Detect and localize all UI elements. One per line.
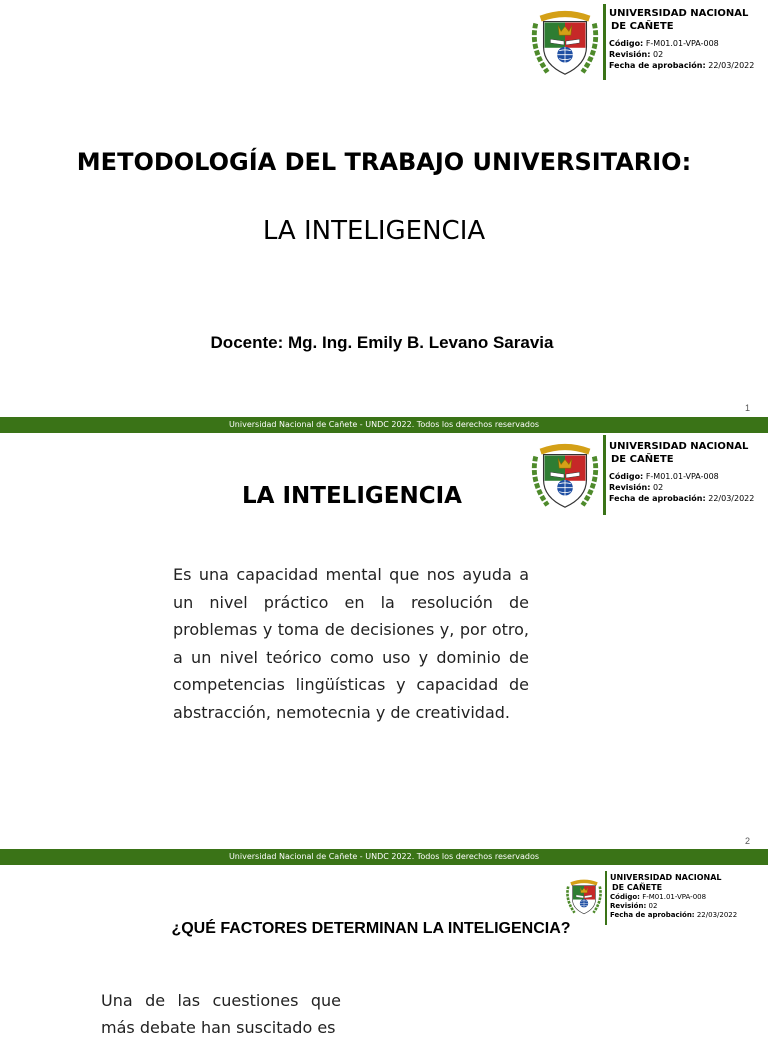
header-approval: Fecha de aprobación: 22/03/2022 [610,911,738,919]
slide-2-body: Es una capacidad mental que nos ayuda a un nivel práctico en la resolución de problemas y toma de decisiones y, por otro, a un nivel teórico como uso y dominio de competencias lingüísticas y capacidad de abstracción, nemotecnia y de creatividad. [173,565,529,722]
header-approval: Fecha de aprobación: 22/03/2022 [609,494,755,503]
header-code: Código: F-M01.01-VPA-008 [610,893,707,901]
header-university-line1: UNIVERSIDAD NACIONAL [610,873,722,882]
slide-1-teacher: Docente: Mg. Ing. Emily B. Levano Saravia [210,333,554,352]
slide-3 [0,865,768,1037]
header-university-line2: DE CAÑETE [611,21,674,32]
footer-bar: Universidad Nacional de Cañete - UNDC 2022. Todos los derechos reservados [0,849,768,865]
header-university-line1: UNIVERSIDAD NACIONAL [609,8,749,19]
header-university-line2: DE CAÑETE [611,454,674,465]
header-approval: Fecha de aprobación: 22/03/2022 [609,61,755,70]
slide-3-body: Una de las cuestiones que más debate han suscitado es [101,991,341,1037]
header-university-line1: UNIVERSIDAD NACIONAL [609,441,749,452]
slide-3-title: ¿QUÉ FACTORES DETERMINAN LA INTELIGENCIA? [171,920,571,937]
slide-1 [0,0,768,417]
slide-1-subtitle: LA INTELIGENCIA [262,216,486,246]
header-code: Código: F-M01.01-VPA-008 [609,39,719,48]
header-revision: Revisión: 02 [610,902,658,910]
header-revision: Revisión: 02 [609,50,664,59]
slide-2-number: 2 [744,836,750,846]
header-university-line2: DE CAÑETE [612,883,663,892]
slide-1-number: 1 [744,403,750,413]
slide-2-title: LA INTELIGENCIA [242,483,462,509]
header-revision: Revisión: 02 [609,483,664,492]
slide-2 [0,433,768,849]
university-crest-icon [563,871,605,923]
header-code: Código: F-M01.01-VPA-008 [609,472,719,481]
university-crest-icon [526,2,604,84]
footer-bar: Universidad Nacional de Cañete - UNDC 2022. Todos los derechos reservados [0,417,768,433]
header-info [605,871,737,925]
slide-1-title: METODOLOGÍA DEL TRABAJO UNIVERSITARIO: [76,148,692,176]
header-info [603,4,754,80]
